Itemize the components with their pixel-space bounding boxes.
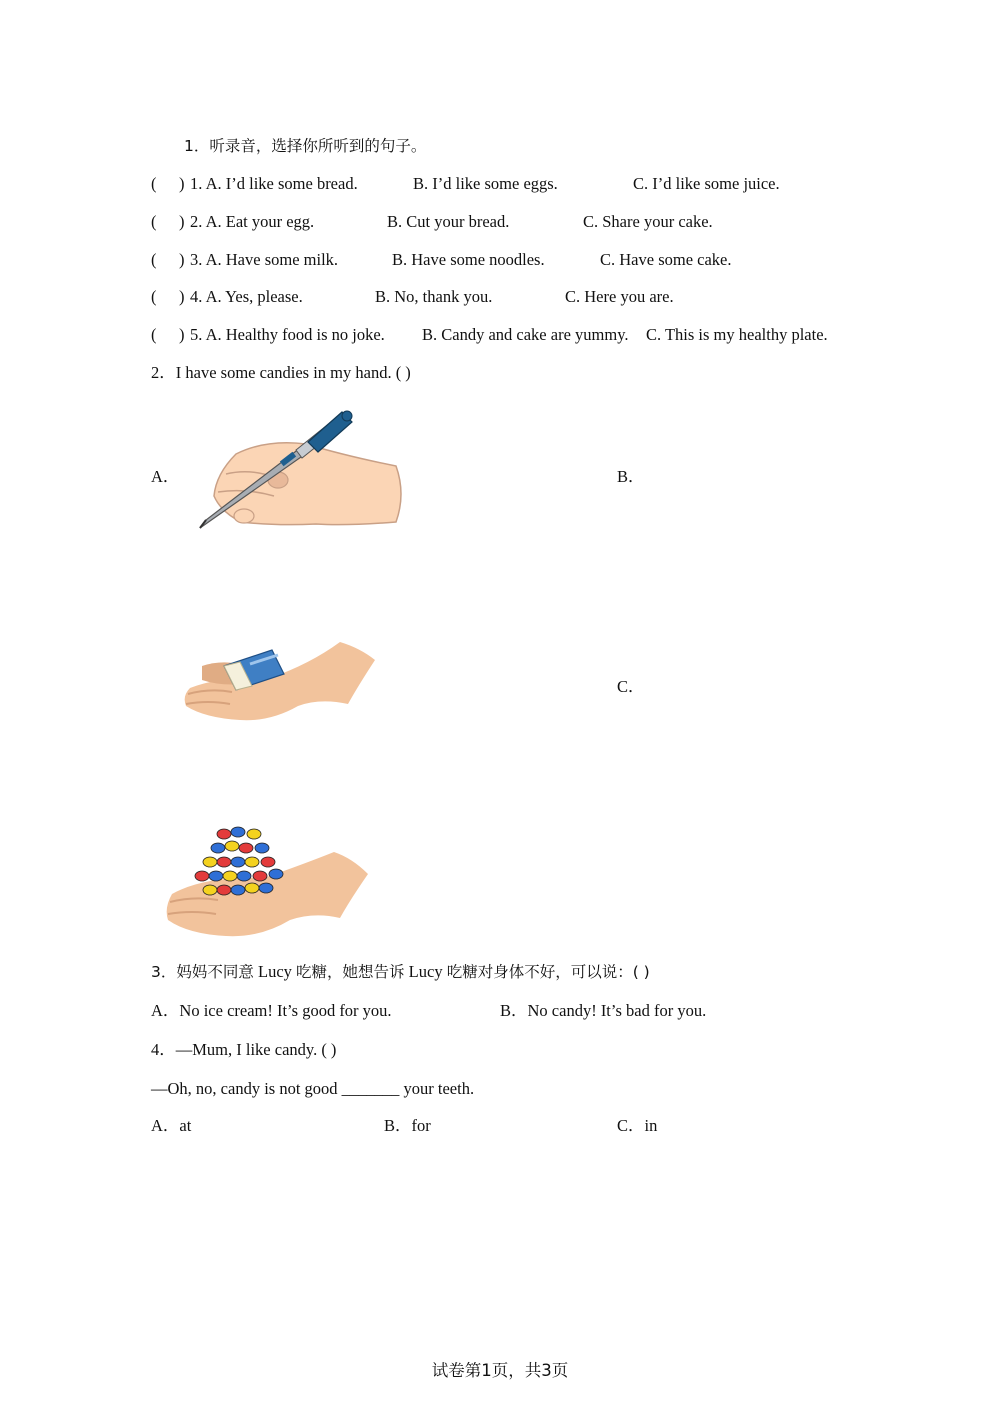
candy-pile-icon <box>195 827 283 895</box>
q4-line2: —Oh, no, candy is not good _______ your teeth. <box>151 1079 475 1098</box>
answer-paren-open: ( <box>151 174 157 193</box>
answer-paren-open: ( <box>151 250 157 269</box>
option-b: B. Cut your bread. <box>387 212 510 231</box>
q4-option-b: B．for <box>384 1116 431 1135</box>
q3-stem-part: 吃糖对身体不好，可以说：( ) <box>446 963 650 981</box>
q1-title: 1．听录音，选择你所听到的句子。 <box>184 137 427 155</box>
answer-paren-close: ) <box>179 212 185 231</box>
option-a: 4. A. Yes, please. <box>190 287 303 306</box>
page-footer: 试卷第1页，共3页 <box>431 1361 569 1380</box>
q4-option-c: C．in <box>617 1116 658 1135</box>
q3-stem-name: Lucy <box>408 962 443 981</box>
option-b: B. Candy and cake are yummy. <box>422 325 629 344</box>
q3-stem-name: Lucy <box>258 962 292 981</box>
option-a: 5. A. Healthy food is no joke. <box>190 325 385 344</box>
q3-option-b: B．No candy! It’s bad for you. <box>500 1001 707 1020</box>
option-c: C. This is my healthy plate. <box>646 325 828 344</box>
answer-paren-open: ( <box>151 287 157 306</box>
answer-paren-close: ) <box>179 174 185 193</box>
option-b: B. I’d like some eggs. <box>413 174 558 193</box>
answer-paren-close: ) <box>179 250 185 269</box>
option-c: C. I’d like some juice. <box>633 174 780 193</box>
q3-stem <box>151 962 650 982</box>
answer-paren-close: ) <box>179 325 185 344</box>
option-a: 1. A. I’d like some bread. <box>190 174 358 193</box>
option-b: B. Have some noodles. <box>392 250 545 269</box>
q2-stem: 2．I have some candies in my hand. ( ) <box>151 363 411 382</box>
q4-option-a: A．at <box>151 1116 192 1135</box>
option-c: C. Share your cake. <box>583 212 713 231</box>
hand-holding-candies-image <box>164 822 370 940</box>
q3-option-a: A．No ice cream! It’s good for you. <box>151 1001 392 1020</box>
option-c: C. Have some cake. <box>600 250 732 269</box>
q3-stem-part: 吃糖，她想告诉 <box>296 963 405 981</box>
option-a: 3. A. Have some milk. <box>190 250 339 269</box>
option-c: C. Here you are. <box>565 287 674 306</box>
option-a: 2. A. Eat your egg. <box>190 212 315 231</box>
q4-stem: 4．—Mum, I like candy. ( ) <box>151 1040 337 1059</box>
option-b: B. No, thank you. <box>375 287 493 306</box>
answer-paren-open: ( <box>151 325 157 344</box>
q3-stem-part: 3．妈妈不同意 <box>151 963 254 981</box>
answer-paren-close: ) <box>179 287 185 306</box>
q2-label-a: A． <box>151 467 180 486</box>
hand-holding-pen-image <box>196 404 406 532</box>
answer-paren-open: ( <box>151 212 157 231</box>
hand-holding-eraser-image <box>180 636 380 726</box>
q2-label-b: B． <box>617 467 645 486</box>
q2-label-c: C． <box>617 677 645 696</box>
